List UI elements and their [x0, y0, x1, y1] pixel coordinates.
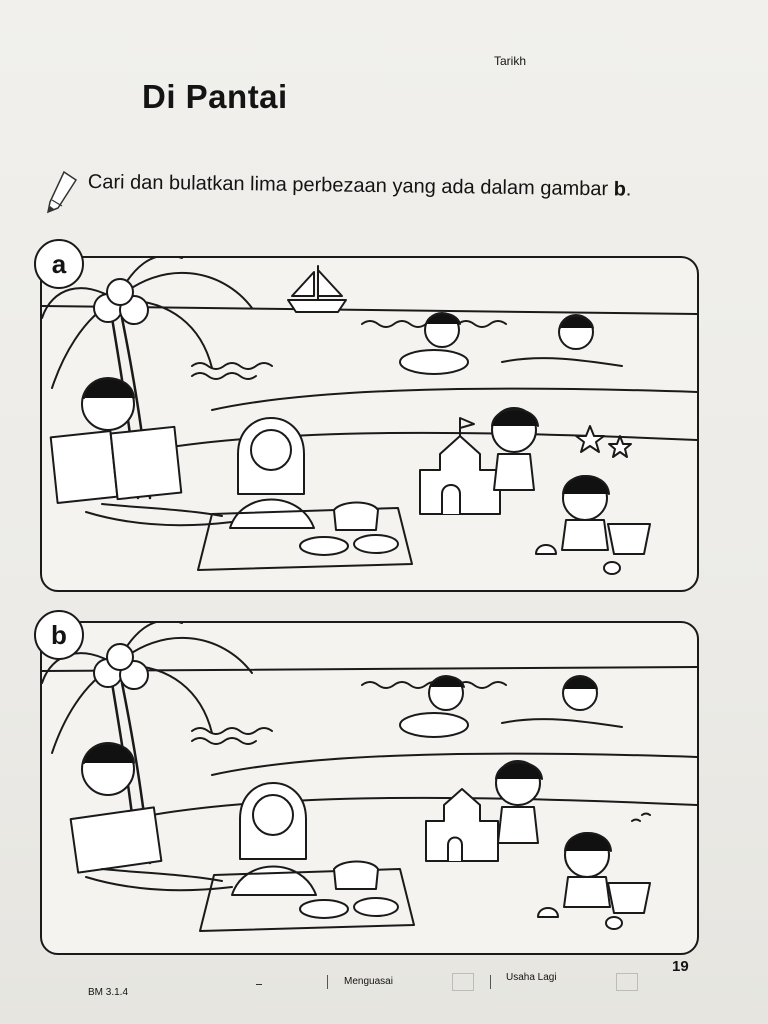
footer-divider	[490, 975, 491, 989]
beach-illustration-a	[42, 258, 697, 590]
scene-a-badge: a	[34, 239, 84, 289]
curriculum-code: BM 3.1.4	[88, 987, 129, 998]
swimming-girl-b	[502, 676, 622, 727]
standing-girl-b	[496, 761, 542, 843]
reading-man-a	[51, 378, 232, 525]
swimming-boy-a	[400, 313, 468, 374]
picnic-mat-b	[200, 862, 414, 932]
pencil-icon	[42, 168, 84, 218]
reading-man-b	[71, 743, 232, 890]
try-again-label: Usaha Lagi	[506, 972, 557, 983]
seashell-icon	[538, 908, 622, 929]
try-again-checkbox[interactable]	[616, 973, 638, 991]
bucket-icon	[608, 524, 650, 554]
page-number: 19	[672, 958, 689, 975]
swimming-girl-a	[502, 315, 622, 366]
sailboat-icon	[288, 266, 346, 312]
scene-b-badge: b	[34, 610, 84, 660]
page-title: Di Pantai	[142, 78, 288, 115]
mastery-label: Menguasai	[344, 976, 393, 987]
mastery-checkbox[interactable]	[452, 973, 474, 991]
instruction-bold-letter: b	[613, 178, 627, 201]
standing-girl-a	[492, 408, 538, 490]
footer-divider	[327, 975, 328, 989]
beach-illustration-b	[42, 623, 697, 953]
scene-a-picture	[40, 256, 699, 592]
bucket-icon	[608, 883, 650, 913]
sitting-girl-a	[562, 476, 609, 550]
instruction-text: Cari dan bulatkan lima perbezaan yang ada dalam gambar b.	[87, 170, 632, 201]
sandcastle-icon	[426, 789, 498, 861]
scene-b-picture[interactable]	[40, 621, 699, 955]
footer-dash	[256, 984, 262, 985]
starfish-icon	[576, 426, 631, 457]
sitting-girl-b	[564, 833, 611, 907]
date-label: Tarikh	[494, 54, 527, 68]
